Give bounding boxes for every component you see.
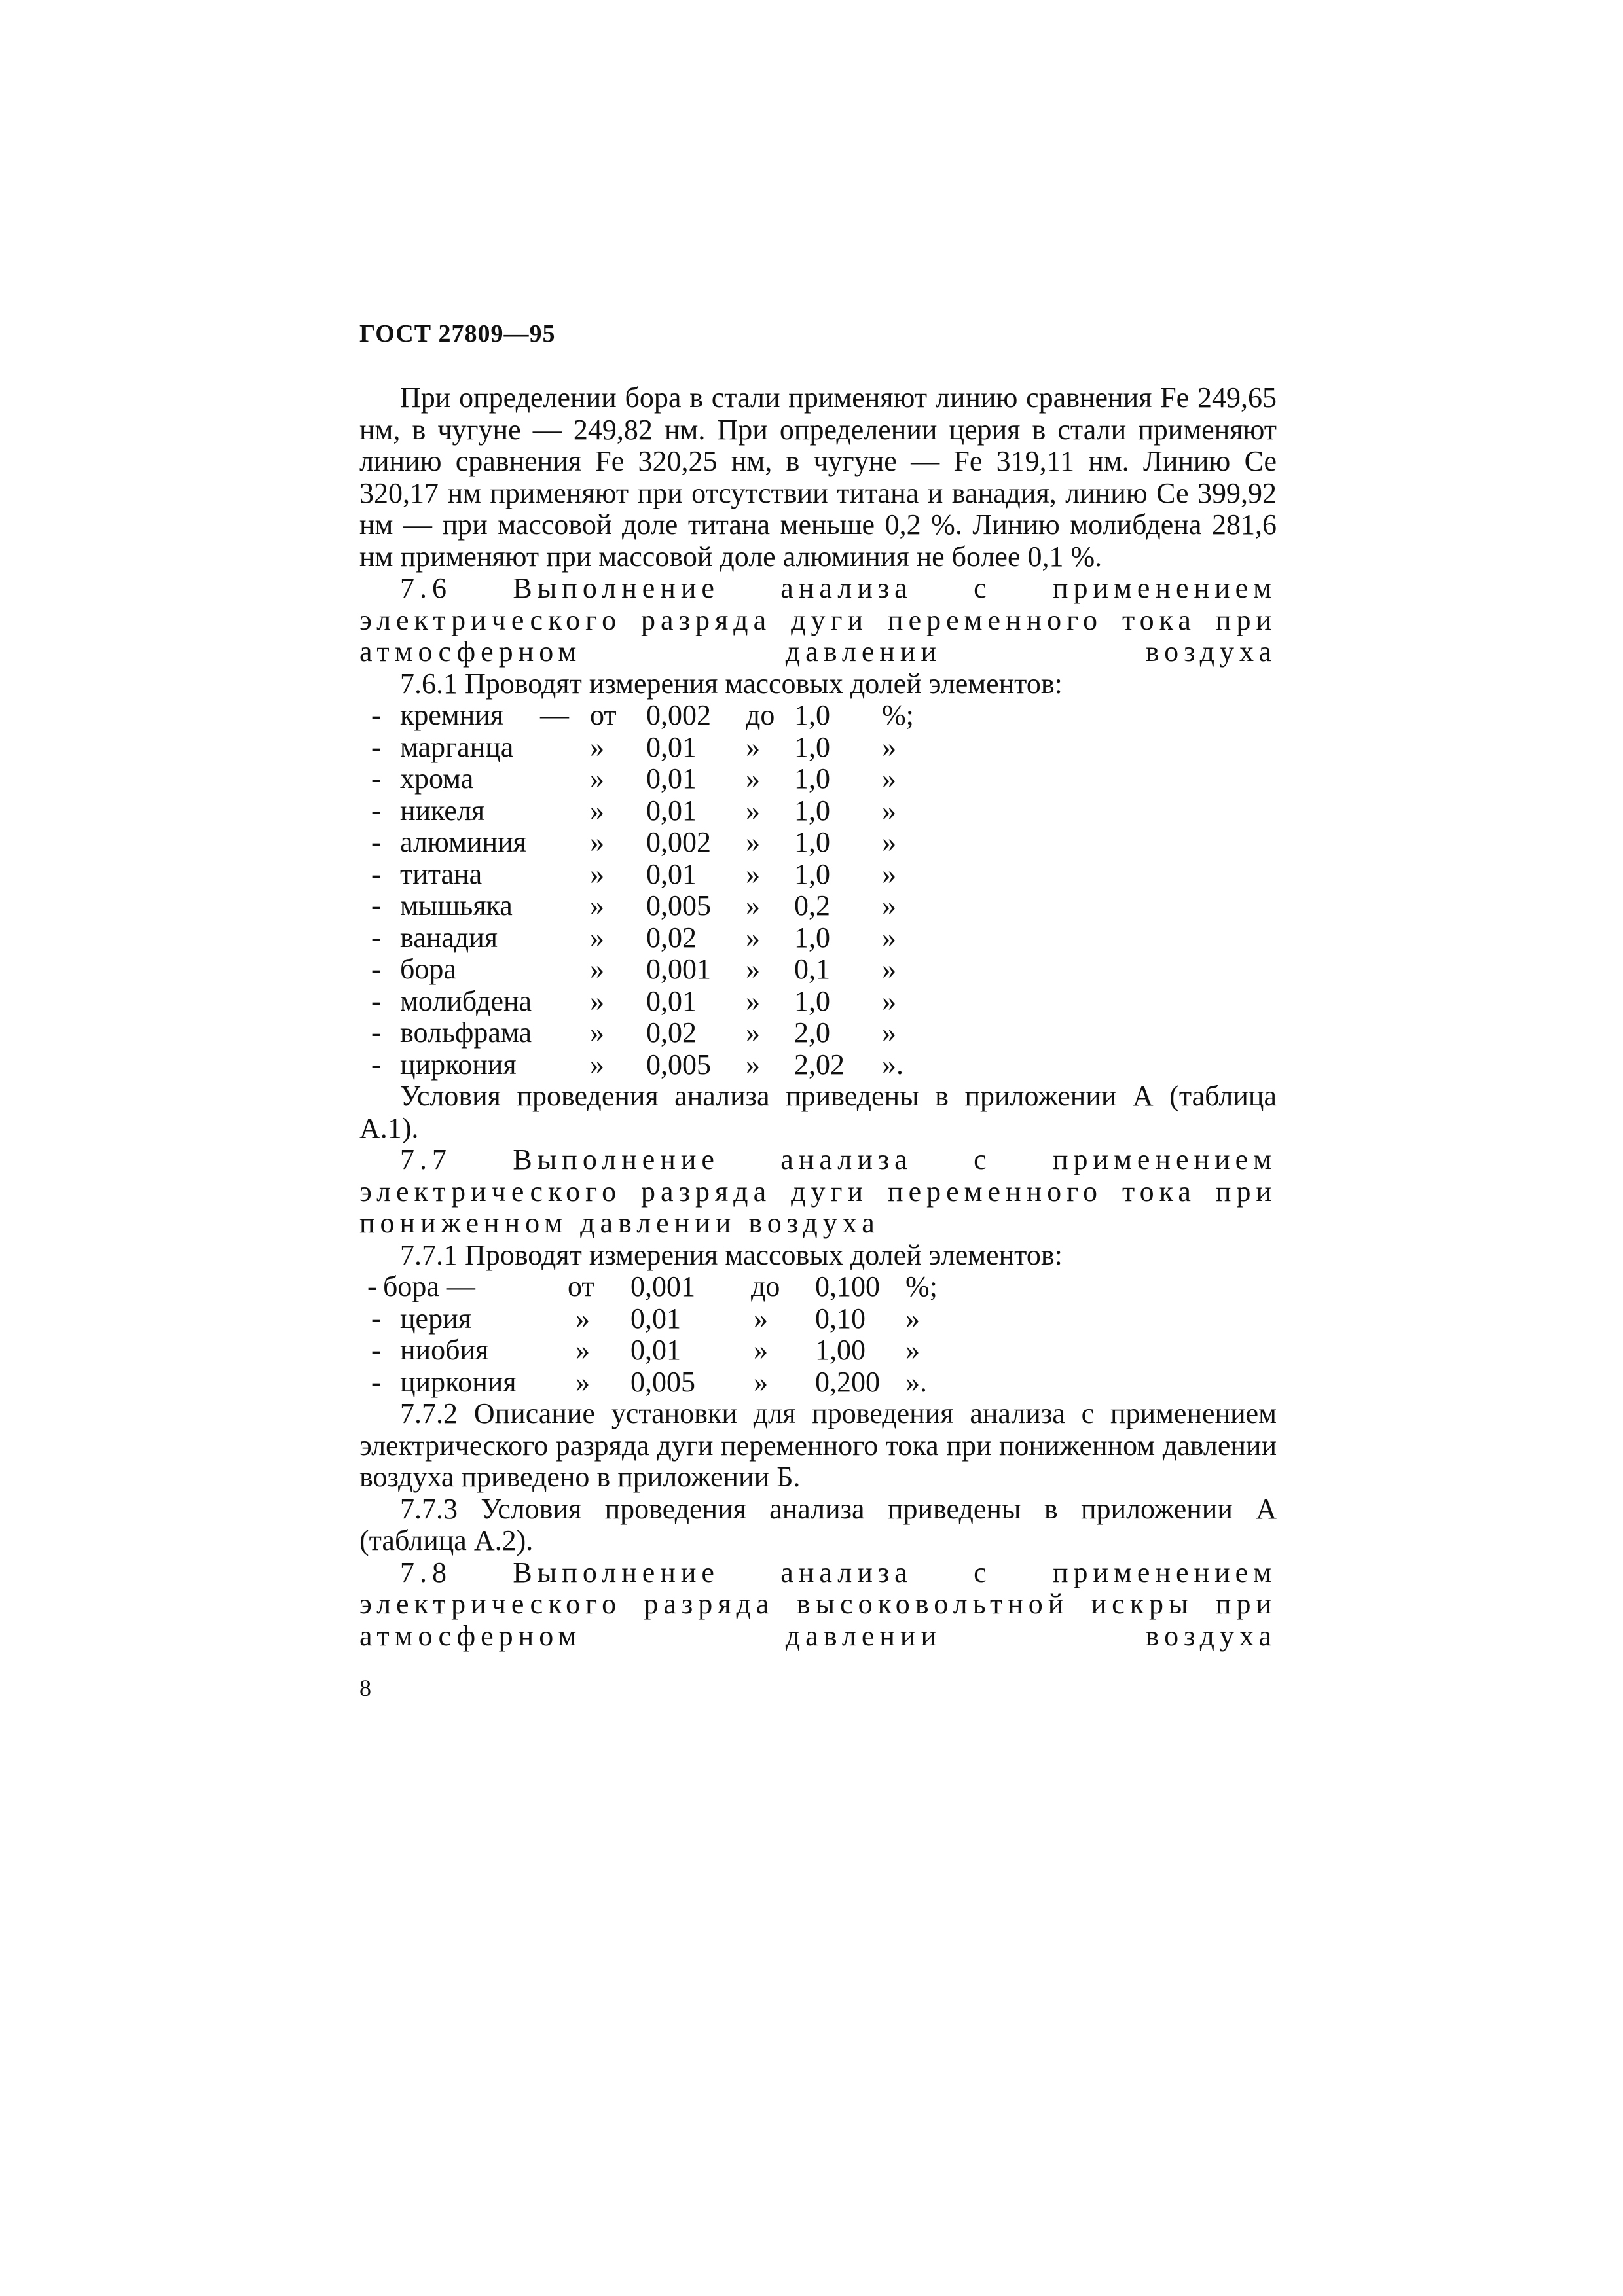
document-header: ГОСТ 27809—95 <box>359 320 556 348</box>
list-item: - молибдена » 0,01 » 1,0 » <box>371 984 896 1017</box>
list-item: - никеля » 0,01 » 1,0 » <box>371 794 896 827</box>
page-number: 8 <box>359 1675 371 1701</box>
list-item: - циркония » 0,005 » 2,02 ». <box>371 1048 903 1081</box>
element-list-7-6 <box>359 700 1277 1081</box>
list-item: - алюминия » 0,002 » 1,0 » <box>371 826 896 858</box>
list-item: - мышьяка » 0,005 » 0,2 » <box>371 889 896 922</box>
paragraph-7-7-1: 7.7.1 Проводят измерения массовых долей элементов: <box>400 1238 1063 1271</box>
list-item: - кремния — от 0,002 до 1,0 %; <box>371 699 914 731</box>
section-heading-7-8: 7.8 Выполнение анализа с применением электрического разряда высоковольтной искры при атмосферном давлении воздуха <box>359 1556 1277 1652</box>
element-list-7-7 <box>359 1271 1277 1398</box>
paragraph-7-7-3: 7.7.3 Условия проведения анализа приведены в приложении А (таблица А.2). <box>359 1492 1277 1556</box>
list-item: - бора » 0,001 » 0,1 » <box>371 953 896 985</box>
section-heading-7-7: 7.7 Выполнение анализа с применением электрического разряда дуги переменного тока при пониженном давлении воздуха <box>359 1143 1277 1239</box>
paragraph-7-6-conditions: Условия проведения анализа приведены в приложении А (таблица А.1). <box>359 1080 1277 1144</box>
document-body <box>359 382 1277 1652</box>
list-item: - марганца » 0,01 » 1,0 » <box>371 730 896 763</box>
paragraph-7-6-1: 7.6.1 Проводят измерения массовых долей элементов: <box>400 667 1063 700</box>
list-item: - бора — от 0,001 до 0,100 %; <box>367 1270 938 1302</box>
list-item: - хрома » 0,01 » 1,0 » <box>371 762 896 795</box>
section-heading-7-6: 7.6 Выполнение анализа с применением электрического разряда дуги переменного тока при атмосферном давлении воздуха <box>359 572 1277 668</box>
list-item: - вольфрама » 0,02 » 2,0 » <box>371 1016 896 1049</box>
paragraph-7-7-2: 7.7.2 Описание установки для проведения анализа с применением электрического разряда дуги переменного тока при пониженном давлении воздуха приведено в приложении Б. <box>359 1397 1277 1493</box>
document-page <box>359 0 1277 2296</box>
paragraph-intro: При определении бора в стали применяют линию сравнения Fe 249,65 нм, в чугуне — 249,82 нм. При определении церия в стали применяют линию сравнения Fe 320,25 нм, в чугуне — Fe 319,11 нм. Линию Се 320,17 нм применяют при отсутствии титана и ванадия, линию Се 399,92 нм — при массовой доле титана меньше 0,2 %. Линию молибдена 281,6 нм применяют при массовой доле алюминия не более 0,1 %. <box>359 382 1277 573</box>
list-item: - ниобия » 0,01 » 1,00 » <box>371 1334 920 1366</box>
list-item: - титана » 0,01 » 1,0 » <box>371 857 896 890</box>
list-item: - церия » 0,01 » 0,10 » <box>371 1302 920 1335</box>
list-item: - циркония » 0,005 » 0,200 ». <box>371 1365 927 1398</box>
list-item: - ванадия » 0,02 » 1,0 » <box>371 921 896 954</box>
